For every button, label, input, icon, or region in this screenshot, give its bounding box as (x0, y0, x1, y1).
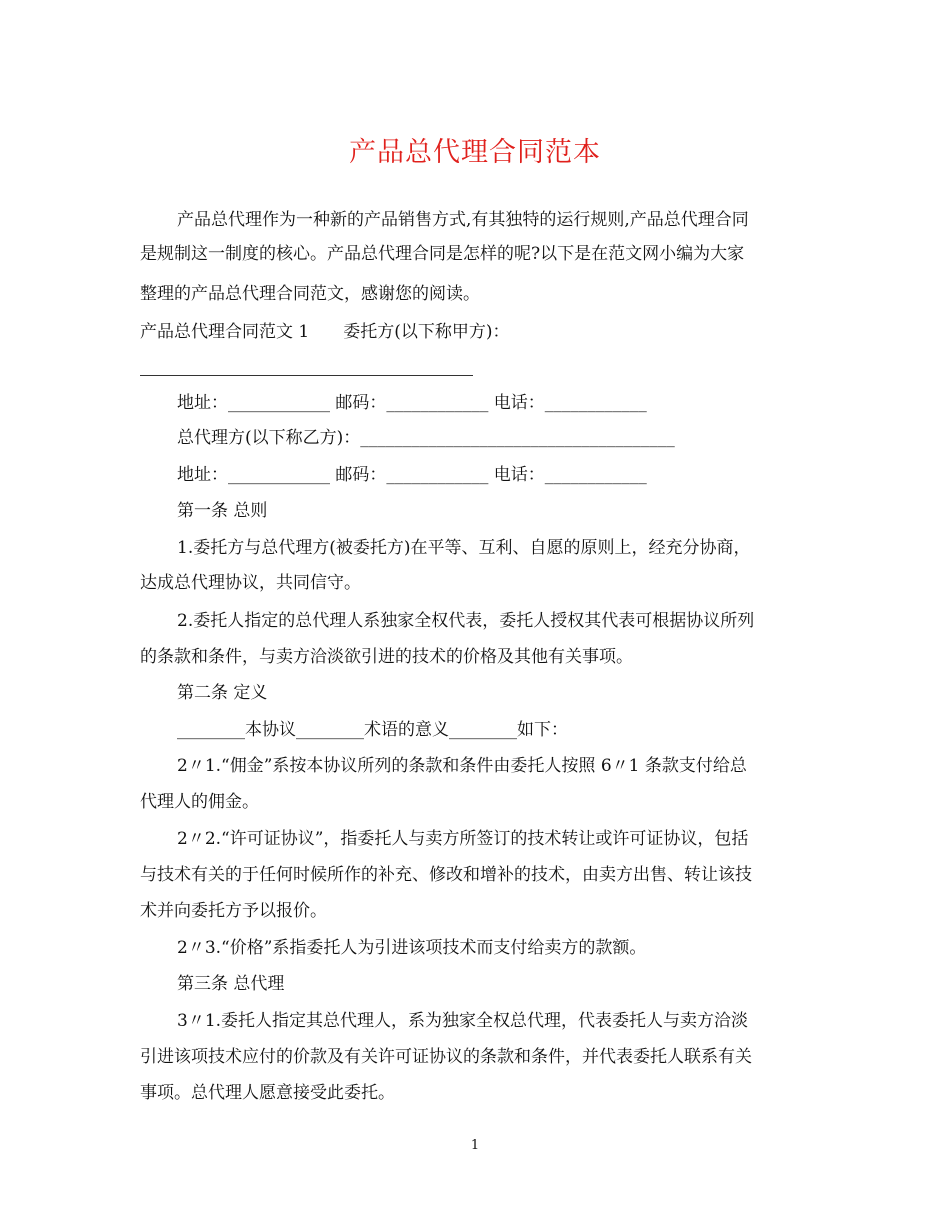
article-2-intro: ________本协议________术语的意义________如下： (177, 720, 568, 740)
intro-line-3: 整理的产品总代理合同范文，感谢您的阅读。 (140, 284, 480, 304)
article-1-title: 第一条 总则 (177, 501, 268, 521)
article-2-para-1-line-1: 2〃1.“佣金”系按本协议所列的条款和条件由委托人按照 6〃1 条款支付给总 (177, 756, 747, 776)
party-a-blank-line (140, 375, 473, 376)
article-2-para-3: 2〃3.“价格”系指委托人为引进该项技术而支付给卖方的款额。 (177, 938, 647, 958)
party-a-contact: 地址：____________ 邮码：____________ 电话：____________ (177, 393, 647, 413)
article-3-para-1-line-1: 3〃1.委托人指定其总代理人，系为独家全权总代理，代表委托人与卖方洽淡 (177, 1011, 749, 1031)
intro-line-2: 是规制这一制度的核心。产品总代理合同是怎样的呢?以下是在范文网小编为大家 (140, 244, 745, 264)
article-2-title: 第二条 定义 (177, 683, 268, 703)
party-b-line: 总代理方(以下称乙方)：_____________________________________ (177, 428, 675, 448)
article-1-para-2-line-2: 的条款和条件，与卖方洽淡欲引进的技术的价格及其他有关事项。 (140, 647, 633, 667)
article-2-para-2-line-2: 与技术有关的于任何时候所作的补充、修改和增补的技术，由卖方出售、转让该技 (140, 865, 752, 885)
party-b-contact: 地址：____________ 邮码：____________ 电话：____________ (177, 465, 647, 485)
article-1-para-1-line-1: 1.委托方与总代理方(被委托方)在平等、互利、自愿的原则上，经充分协商， (177, 538, 751, 558)
article-1-para-1-line-2: 达成总代理协议，共同信守。 (140, 573, 361, 593)
article-2-para-2-line-3: 术并向委托方予以报价。 (140, 901, 327, 921)
article-2-para-2-line-1: 2〃2.“许可证协议”，指委托人与卖方所签订的技术转让或许可证协议，包括 (177, 829, 749, 849)
article-3-para-1-line-2: 引进该项技术应付的价款及有关许可证协议的条款和条件，并代表委托人联系有关 (140, 1047, 752, 1067)
page-number: 1 (470, 1138, 480, 1153)
article-3-para-1-line-3: 事项。总代理人愿意接受此委托。 (140, 1083, 395, 1103)
sample-heading: 产品总代理合同范文 1 委托方(以下称甲方)： (140, 322, 510, 342)
document-title: 产品总代理合同范本 (349, 137, 601, 168)
article-1-para-2-line-1: 2.委托人指定的总代理人系独家全权代表，委托人授权其代表可根据协议所列 (177, 611, 755, 631)
article-2-para-1-line-2: 代理人的佣金。 (140, 792, 259, 812)
article-3-title: 第三条 总代理 (177, 974, 285, 994)
intro-line-1: 产品总代理作为一种新的产品销售方式,有其独特的运行规则,产品总代理合同 (177, 210, 749, 230)
